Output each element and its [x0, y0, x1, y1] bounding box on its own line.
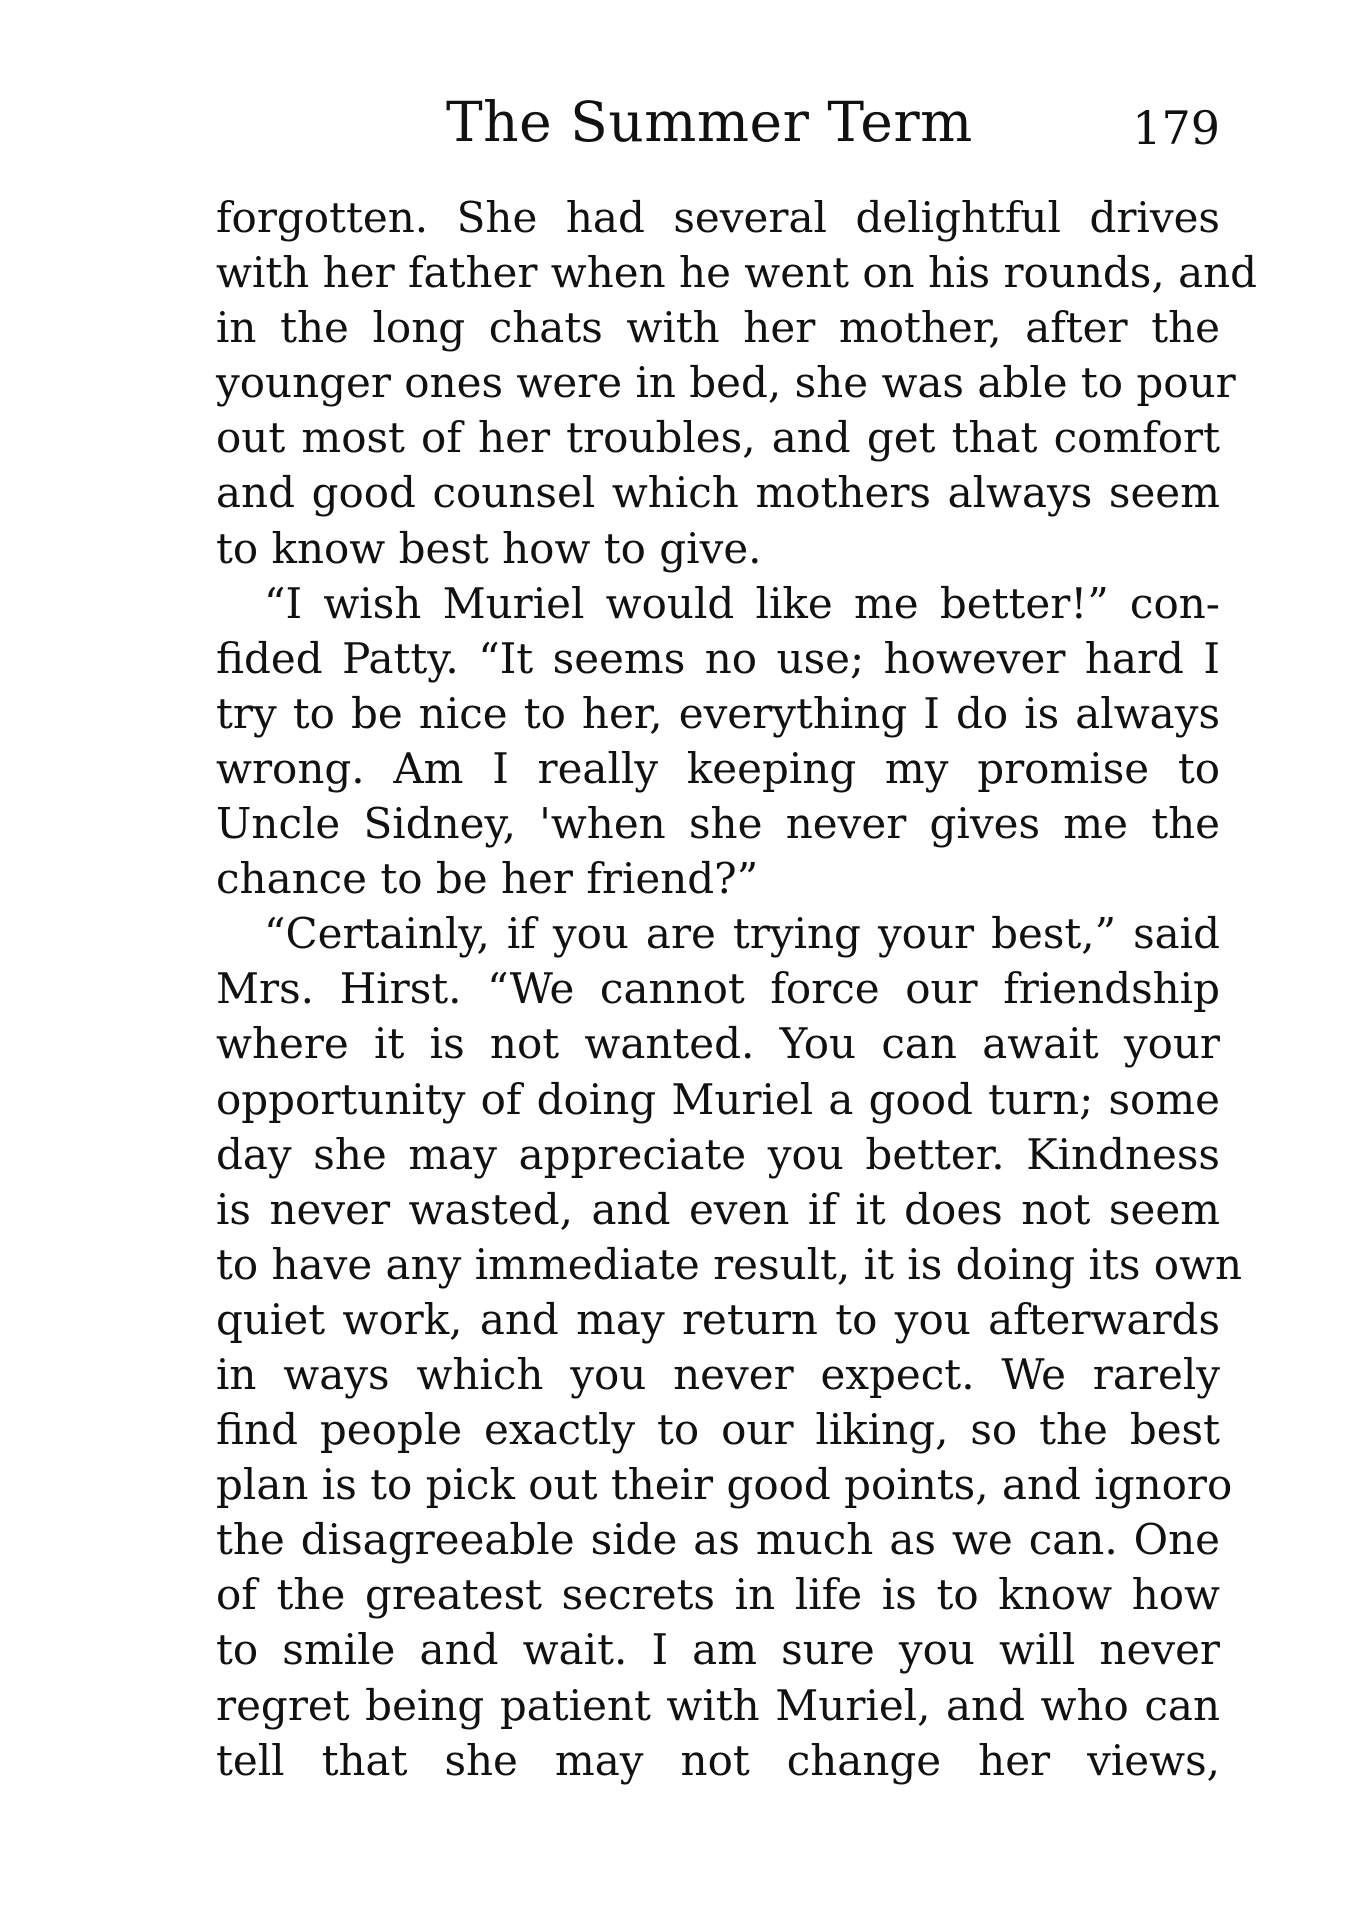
text-line: tell that she may not change her views, — [216, 1735, 1220, 1785]
text-line: where it is not wanted. You can await your — [216, 1019, 1220, 1069]
page-header — [216, 82, 1220, 162]
text-line: to have any immediate result, it is doing its own — [216, 1239, 1243, 1289]
text-line: is never wasted, and even if it does not seem — [216, 1184, 1220, 1234]
text-line: “Certainly, if you are trying your best,” said — [264, 909, 1220, 959]
text-line: quiet work, and may return to you afterwards — [216, 1294, 1220, 1344]
text-line: in ways which you never expect. We rarely — [216, 1349, 1220, 1399]
text-line: out most of her troubles, and get that comfort — [216, 413, 1220, 463]
text-line: and good counsel which mothers always seem — [216, 468, 1220, 518]
page-number: 179 — [1132, 101, 1220, 155]
text-line: of the greatest secrets in life is to know how — [216, 1570, 1220, 1620]
text-line: day she may appreciate you better. Kindness — [216, 1129, 1220, 1179]
text-line: forgotten. She had several delightful drives — [216, 193, 1220, 242]
running-title: The Summer Term — [446, 90, 973, 154]
text-line: Uncle Sidney, 'when she never gives me the — [216, 799, 1220, 849]
text-line: Mrs. Hirst. “We cannot force our friendship — [216, 964, 1220, 1014]
text-line: wrong. Am I really keeping my promise to — [216, 743, 1220, 793]
text-line: the disagreeable side as much as we can. One — [216, 1515, 1220, 1565]
text-line: with her father when he went on his rounds, and — [216, 248, 1258, 298]
text-line: “I wish Muriel would like me better!” con- — [264, 578, 1220, 628]
text-line: opportunity of doing Muriel a good turn; some — [216, 1074, 1220, 1124]
text-line: find people exactly to our liking, so the best — [216, 1405, 1220, 1455]
text-line: plan is to pick out their good points, and ignoro — [216, 1460, 1233, 1510]
body-text — [216, 190, 1258, 1788]
text-line: try to be nice to her, everything I do is always — [216, 688, 1220, 738]
text-line: to know best how to give. — [216, 523, 762, 573]
text-line: fided Patty. “It seems no use; however hard I — [216, 633, 1220, 683]
text-line: regret being patient with Muriel, and who can — [216, 1680, 1220, 1730]
text-line: younger ones were in bed, she was able to pour — [216, 358, 1236, 408]
text-line: in the long chats with her mother, after the — [216, 303, 1220, 353]
text-line: chance to be her friend?” — [216, 854, 759, 904]
text-line: to smile and wait. I am sure you will never — [216, 1625, 1220, 1675]
